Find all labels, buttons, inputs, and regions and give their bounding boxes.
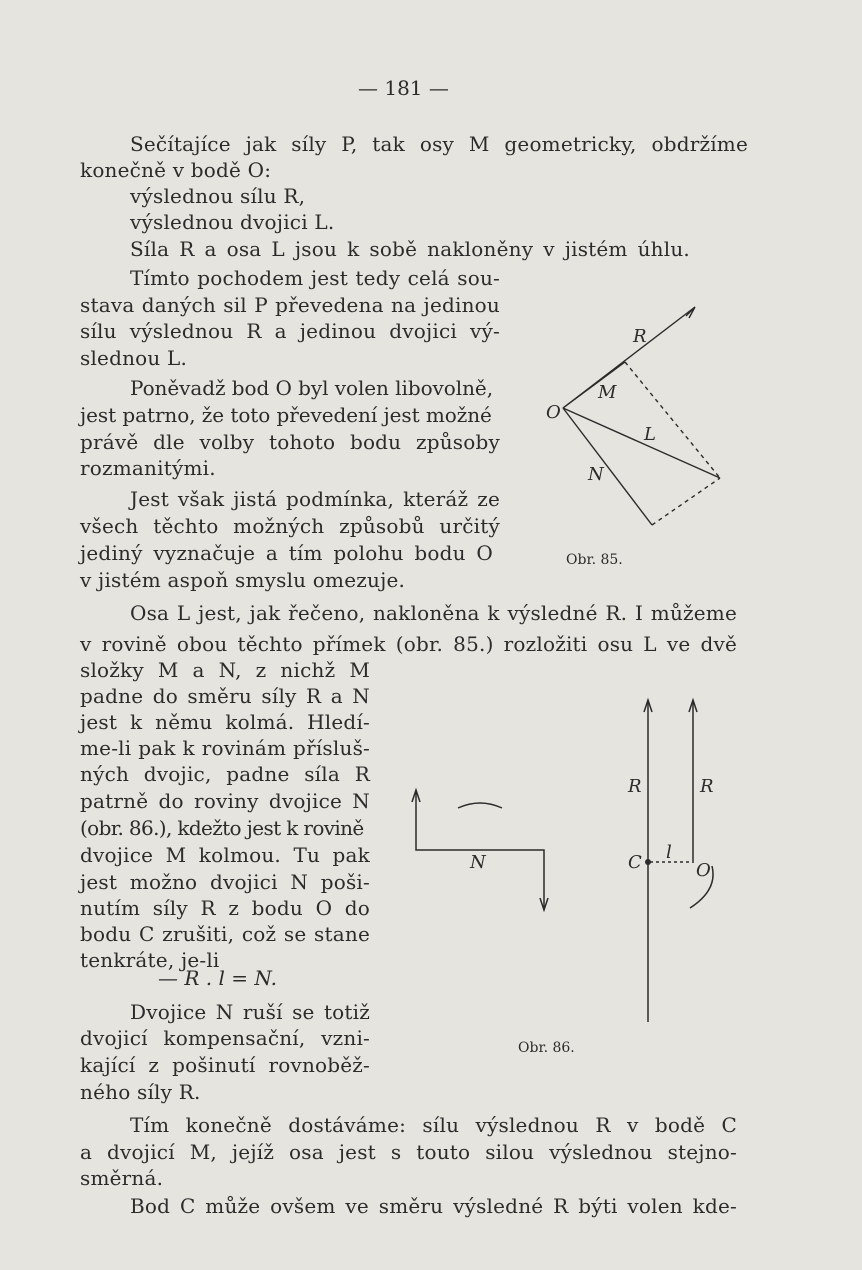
text-line: v rovině obou těchto přímek (obr. 85.) rozložiti osu L ve dvě: [80, 632, 737, 656]
text-line: padne do směru síly R a N: [80, 684, 370, 708]
text-line: Bod C může ovšem ve směru výsledné R býti volen kde-: [130, 1194, 737, 1218]
text-line: patrně do roviny dvojice N: [80, 789, 370, 813]
fig85-label-M: M: [598, 382, 617, 403]
fig85-label-R: R: [633, 326, 647, 347]
text-line: sílu výslednou R a jedinou dvojici vý-: [80, 319, 500, 343]
page-number: — 181 —: [358, 76, 449, 100]
text-line: kající z pošinutí rovnoběž-: [80, 1053, 370, 1077]
fig86-N-curve-arrow: [458, 803, 502, 808]
text-line: me-li pak k rovinám přísluš-: [80, 736, 370, 760]
fig85-label-O: O: [546, 402, 561, 423]
text-line: dvojice M kolmou. Tu pak: [80, 843, 370, 867]
fig86-label-R2: R: [700, 776, 714, 797]
text-line: Tím konečně dostáváme: sílu výslednou R v bodě C: [130, 1113, 737, 1137]
text-line: jest patrno, že toto převedení jest možné: [80, 403, 492, 427]
text-line: tenkráte, je-li: [80, 948, 220, 972]
text-line: dvojicí kompensační, vzni-: [80, 1026, 370, 1050]
text-line: Jest však jistá podmínka, kteráž ze: [130, 487, 500, 511]
text-line: složky M a N, z nichž M: [80, 658, 370, 682]
fig86-label-O: O: [696, 860, 711, 881]
text-line: ného síly R.: [80, 1080, 201, 1104]
text-line: stava daných sil P převedena na jedinou: [80, 293, 500, 317]
fig86-caption: Obr. 86.: [518, 1040, 575, 1056]
fig86-label-R1: R: [628, 776, 642, 797]
text-line: výslednou dvojici L.: [130, 210, 335, 234]
text-line: konečně v bodě O:: [80, 158, 272, 182]
text-line: výslednou sílu R,: [130, 184, 306, 208]
text-line: nutím síly R z bodu O do: [80, 896, 370, 920]
text-line: Tímto pochodem jest tedy celá sou-: [130, 266, 500, 290]
fig85-label-L: L: [644, 424, 656, 445]
text-line: jediný vyznačuje a tím polohu bodu O: [80, 541, 493, 565]
text-line: a dvojicí M, jejíž osa jest s touto silou výslednou stejno-: [80, 1140, 737, 1164]
text-line: Dvojice N ruší se totiž: [130, 1000, 370, 1024]
text-line: (obr. 86.), kdežto jest k rovině: [80, 816, 364, 840]
fig86-label-N: N: [470, 852, 486, 873]
text-line: jest k němu kolmá. Hledí-: [80, 710, 370, 734]
text-line: směrná.: [80, 1166, 164, 1190]
text-line: všech těchto možných způsobů určitý: [80, 514, 500, 538]
text-line: právě dle volby tohoto bodu způsoby: [80, 430, 500, 454]
text-line: slednou L.: [80, 346, 188, 370]
text-line: bodu C zrušiti, což se stane: [80, 922, 370, 946]
fig85-label-N: N: [588, 464, 604, 485]
fig86-point-C: [645, 859, 651, 865]
fig86-label-C: C: [628, 852, 642, 873]
fig86-couple-N: [416, 790, 544, 910]
text-line: Poněvadž bod O byl volen libovolně,: [130, 376, 493, 400]
fig85-caption: Obr. 85.: [566, 552, 623, 568]
text-line: Sečítajíce jak síly P, tak osy M geometricky, obdržíme: [130, 132, 748, 156]
text-line: Síla R a osa L jsou k sobě nakloněny v jistém úhlu.: [130, 237, 690, 261]
text-line: ných dvojic, padne síla R: [80, 762, 370, 786]
formula: — R . l = N.: [158, 966, 277, 990]
text-line: jest možno dvojici N poši-: [80, 870, 370, 894]
text-line: v jistém aspoň smyslu omezuje.: [80, 568, 406, 592]
text-line: rozmanitými.: [80, 456, 216, 480]
text-line: Osa L jest, jak řečeno, nakloněna k výsledné R. I můžeme: [130, 601, 737, 625]
fig86-label-l: l: [666, 842, 672, 863]
